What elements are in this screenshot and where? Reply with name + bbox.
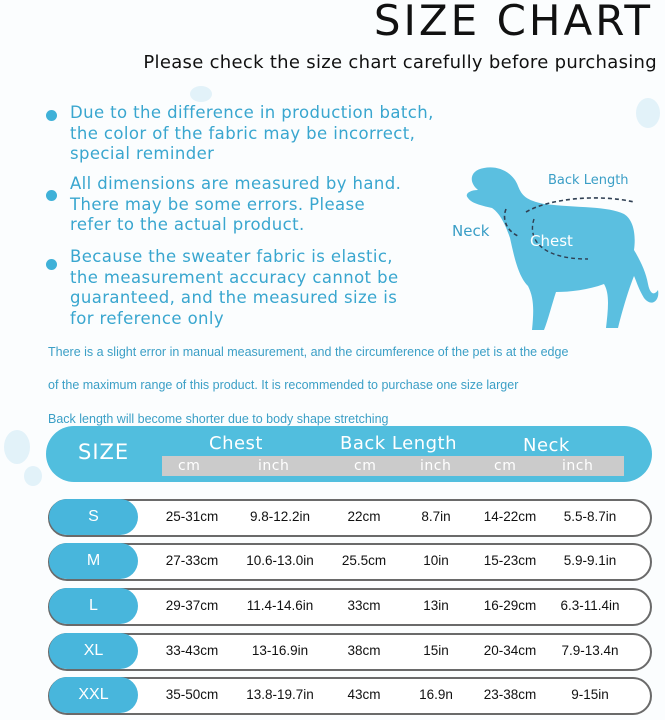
header-back-length: Back Length (340, 433, 458, 454)
table-cell: 15-23cm (483, 553, 537, 568)
table-cell: 8.7in (421, 509, 451, 524)
paw-print-decoration (190, 86, 212, 102)
table-cell: 11.4-14.6in (246, 598, 314, 613)
table-cell: 6.3-11.4in (560, 598, 620, 613)
table-cell: 13in (423, 598, 449, 613)
note-line: There is a slight error in manual measurement, and the circumference of the pet is at the edge (48, 345, 569, 359)
bullet-3 (70, 247, 399, 329)
bullet-line: All dimensions are measured by hand. (70, 174, 402, 193)
table-cell: 25-31cm (165, 509, 219, 524)
table-cell: 14-22cm (483, 509, 537, 524)
table-cell: 10.6-13.0in (246, 553, 314, 568)
bullet-line: Due to the difference in production batch, (70, 103, 434, 122)
table-cell: 16.9n (419, 687, 453, 702)
table-cell: 20-34cm (483, 643, 537, 658)
table-cell: 33cm (347, 598, 381, 613)
table-cell: 29-37cm (165, 598, 219, 613)
note-line: of the maximum range of this product. It is recommended to purchase one size larger (48, 378, 519, 392)
header-unit: inch (420, 458, 452, 474)
table-cell: 35-50cm (165, 687, 219, 702)
header-unit: inch (562, 458, 594, 474)
table-cell: 27-33cm (165, 553, 219, 568)
bullet-1 (70, 103, 434, 165)
header-unit: cm (178, 458, 201, 474)
bullet-line: There may be some errors. Please (70, 194, 366, 214)
table-cell: 38cm (347, 643, 381, 658)
bullet-line: special reminder (70, 144, 215, 163)
bullet-dot (46, 110, 57, 121)
table-cell: 33-43cm (165, 643, 219, 658)
header-size: SIZE (78, 440, 130, 464)
table-cell: 16-29cm (483, 598, 537, 613)
bullet-line: the measurement accuracy cannot be (70, 267, 399, 287)
page-title: SIZE CHART (373, 0, 653, 45)
bullet-dot (46, 259, 57, 270)
bullet-line: the color of the fabric may be incorrect, (70, 123, 416, 143)
table-cell: 13.8-19.7in (246, 687, 314, 702)
table-cell: 5.5-8.7in (563, 509, 617, 524)
header-chest: Chest (209, 433, 263, 454)
paw-print-decoration (636, 98, 660, 128)
bullet-line: refer to the actual product. (70, 215, 305, 234)
note-line: Back length will become shorter due to body shape stretching (48, 412, 389, 426)
header-unit: cm (354, 458, 377, 474)
bullet-line: guaranteed, and the measured size is (70, 288, 398, 307)
neck-indicator (500, 205, 530, 241)
neck-label: Neck (452, 222, 490, 240)
table-cell: 25.5cm (341, 553, 387, 568)
size-label-pill: S (49, 499, 138, 535)
paw-print-decoration (4, 430, 30, 464)
table-cell: 15in (423, 643, 449, 658)
table-header-units-band (162, 456, 624, 476)
table-cell: 13-16.9in (251, 643, 309, 658)
table-cell: 9-15in (571, 687, 609, 702)
table-cell: 22cm (347, 509, 381, 524)
paw-print-decoration (24, 466, 42, 486)
bullet-2 (70, 174, 401, 236)
table-cell: 10in (423, 553, 449, 568)
size-label-pill: M (49, 543, 138, 579)
table-cell: 5.9-9.1in (563, 553, 617, 568)
bullet-line: for reference only (70, 308, 225, 328)
table-cell: 43cm (347, 687, 381, 702)
header-unit: inch (258, 458, 290, 474)
table-cell: 7.9-13.4n (561, 643, 619, 658)
header-unit: cm (494, 458, 517, 474)
bullet-dot (46, 190, 57, 201)
page-subtitle: Please check the size chart carefully before purchasing (143, 52, 657, 73)
bullet-line: Because the sweater fabric is elastic, (70, 247, 393, 266)
size-label-pill: XL (49, 633, 138, 669)
chest-label: Chest (530, 232, 573, 250)
table-cell: 23-38cm (483, 687, 537, 702)
back-length-label: Back Length (548, 173, 629, 188)
size-label-pill: L (49, 588, 138, 624)
size-label-pill: XXL (49, 677, 138, 713)
header-neck: Neck (523, 435, 570, 456)
table-cell: 9.8-12.2in (249, 509, 311, 524)
